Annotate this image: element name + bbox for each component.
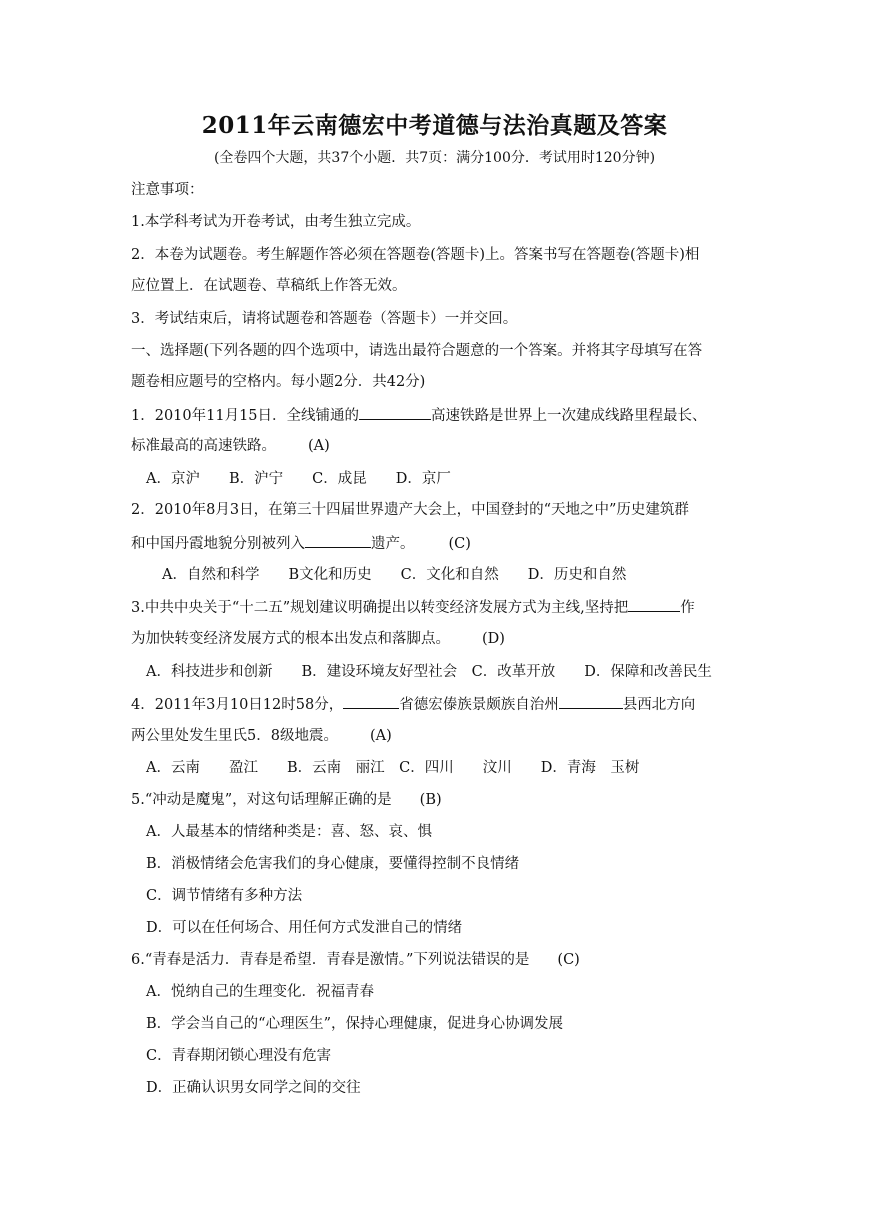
answer-blank [305, 533, 371, 548]
question-3-text-line-2: 为加快转变经济发展方式的根本出发点和落脚点。 [131, 631, 450, 647]
question-3-options: A．科技进步和创新 B．建设环境友好型社会 C．改革开放 D．保障和改善民生 [146, 664, 712, 680]
answer-blank [343, 694, 399, 709]
question-3-text-pre: 3.中共中央关于“十二五”规划建议明确提出以转变经济发展方式为主线,坚持把 [131, 600, 629, 616]
question-4-text-pre: 4．2011年3月10日12时58分， [131, 697, 344, 713]
question-4-stem-line-1 [131, 694, 741, 715]
question-6-text: 6.“青春是活力．青春是希望．青春是激情。”下列说法错误的是 [131, 952, 530, 968]
question-4-stem-line-2 [131, 726, 741, 746]
question-4-text-line-2: 两公里处发生里氏5．8级地震。 [131, 728, 338, 744]
question-2-text-post: 遗产。 [371, 536, 415, 552]
question-2-stem-line-2 [131, 533, 741, 554]
question-1-answer: (A) [308, 438, 330, 454]
question-5-option-d: D．可以在任何场合、用任何方式发泄自己的情绪 [146, 920, 463, 936]
question-4-options: A．云南 盈江 B．云南 丽江 C．四川 汶川 D．青海 玉树 [146, 760, 640, 776]
page-title: 2011年云南德宏中考道德与法治真题及答案 [201, 112, 668, 139]
question-6-option-d: D．正确认识男女同学之间的交往 [146, 1080, 361, 1096]
question-1-text-line-2: 标准最高的高速铁路。 [131, 438, 276, 454]
note-1: 1.本学科考试为开卷考试，由考生独立完成。 [131, 214, 421, 230]
question-1-stem-line-2 [131, 436, 741, 456]
question-3-answer: (D) [482, 631, 505, 647]
question-5-stem [131, 790, 741, 810]
note-3: 3．考试结束后，请将试题卷和答题卷（答题卡）一并交回。 [131, 311, 518, 327]
question-5-option-c: C．调节情绪有多种方法 [146, 888, 303, 904]
question-6-stem [131, 950, 741, 970]
section-1-instructions-line-1: 一、选择题(下列各题的四个选项中，请选出最符合题意的一个答案。并将其字母填写在答 [131, 343, 703, 359]
answer-blank [359, 405, 431, 420]
question-6-option-a: A．悦纳自己的生理变化．祝福青春 [146, 984, 374, 1000]
answer-blank [559, 694, 623, 709]
question-5-option-a: A．人最基本的情绪种类是：喜、怒、哀、惧 [146, 824, 432, 840]
question-6-answer: (C) [557, 952, 580, 968]
question-2-options: A．自然和科学 B文化和历史 C．文化和自然 D．历史和自然 [162, 567, 627, 583]
note-2-line-1: 2．本卷为试题卷。考生解题作答必须在答题卷(答题卡)上。答案书写在答题卷(答题卡)相 [131, 247, 700, 263]
question-3-text-post: 作 [680, 600, 695, 616]
section-1-instructions-line-2: 题卷相应题号的空格内。每小题2分．共42分) [131, 374, 426, 390]
question-4-text-post: 县西北方向 [622, 697, 696, 713]
answer-blank [628, 597, 680, 612]
question-1-options: A．京沪 B．沪宁 C．成昆 D．京厂 [146, 471, 451, 487]
exam-info: (全卷四个大题，共37个小题．共7页：满分100分．考试用时120分钟) [213, 150, 656, 166]
question-5-text: 5.“冲动是魔鬼”，对这句话理解正确的是 [131, 792, 392, 808]
question-6-option-c: C．青春期闭锁心理没有危害 [146, 1048, 332, 1064]
question-4-answer: (A) [369, 728, 392, 744]
question-3-stem-line-2 [131, 629, 741, 649]
question-5-answer: (B) [419, 792, 442, 808]
question-1-text-pre: 1．2010年11月15日．全线铺通的 [131, 408, 360, 424]
question-3-stem-line-1 [131, 597, 741, 618]
question-5-option-b: B．消极情绪会危害我们的身心健康，要懂得控制不良情绪 [146, 856, 520, 872]
question-2-text-pre: 和中国丹霞地貌分别被列入 [131, 536, 305, 552]
question-1-stem [131, 405, 741, 426]
note-2-line-2: 应位置上．在试题卷、草稿纸上作答无效。 [131, 278, 407, 294]
notes-heading: 注意事项： [131, 182, 204, 198]
question-4-text-mid: 省德宏傣族景颇族自治州 [399, 697, 559, 713]
question-2-stem-line-1: 2．2010年8月3日，在第三十四届世界遗产大会上，中国登封的“天地之中”历史建筑群 [131, 502, 689, 518]
question-6-option-b: B．学会当自己的“心理医生”，保持心理健康，促进身心协调发展 [146, 1016, 563, 1032]
question-1-text-post: 高速铁路是世界上一次建成线路里程最长、 [431, 408, 707, 424]
question-2-answer: (C) [448, 536, 471, 552]
